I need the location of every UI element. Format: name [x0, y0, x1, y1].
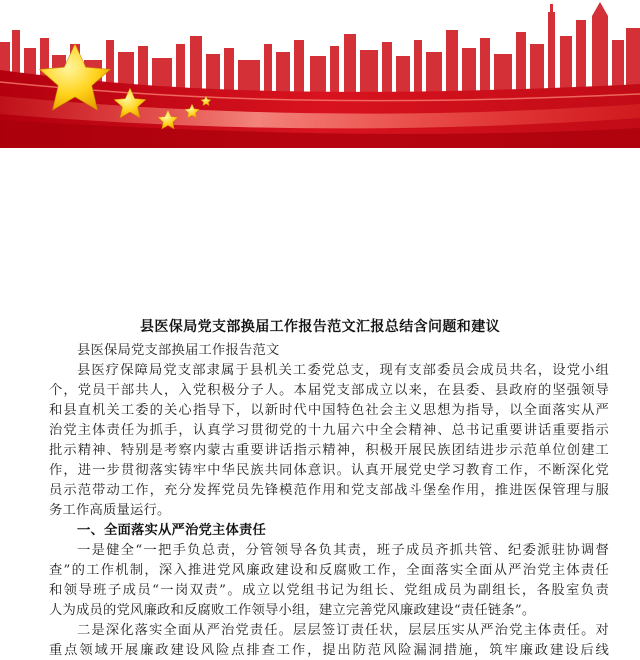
paragraph-line: 治党主体责任为抓手，认真学习贯彻党的十九届六中全会精神、总书记重要讲话重要指示 [49, 423, 609, 438]
banner-graphic [0, 0, 640, 148]
header-banner [0, 0, 640, 148]
paragraph-line: 查”的工作机制，深入推进党风廉政建设和反腐败工作，全面落实全面从严治党主体责任 [49, 563, 609, 578]
document-title: 县医保局党支部换届工作报告范文汇报总结含问题和建议 [140, 319, 500, 335]
paragraph-line: 员示范带动工作，充分发挥党员先锋模范作用和党支部战斗堡垒作用，推进医保管理与服 [49, 483, 609, 498]
paragraph-line: 县医疗保障局党支部隶属于县机关工委党总支，现有支部委员会成员共名，设党小组 [77, 363, 609, 378]
section-heading: 一、全面落实从严治党主体责任 [77, 523, 266, 538]
paragraph-line: 个，党员干部共人，入党积极分子人。本届党支部成立以来，在县委、县政府的坚强领导 [49, 383, 609, 398]
paragraph-line: 批示精神、特别是考察内蒙古重要讲话指示精神，积极开展民族团结进步示范单位创建工 [49, 443, 609, 458]
paragraph-line: 和领导班子成员“一岗双责”。成立以党组书记为组长、党组成员为副组长，各股室负责 [49, 583, 609, 598]
paragraph-line: 和县直机关工委的关心指导下，以新时代中国特色社会主义思想为指导，以全面落实从严 [49, 403, 609, 418]
subtitle-line: 县医保局党支部换届工作报告范文 [77, 343, 280, 358]
paragraph-line: 重点领域开展廉政建设风险点排查工作，提出防范风险漏洞措施，筑牢廉政建设后线 [49, 643, 609, 658]
paragraph-line: 二是深化落实全面从严治党责任。层层签订责任状，层层压实从严治党主体责任。对 [77, 623, 609, 638]
paragraph-line: 作，进一步贯彻落实铸牢中华民族共同体意识。认真开展党史学习教育工作，不断深化党 [49, 463, 609, 478]
paragraph-line: 人为成员的党风廉政和反腐败工作领导小组，建立完善党风廉政建设“责任链条”。 [49, 603, 536, 618]
paragraph-line: 一是健全“一把手负总责，分管领导各负其责，班子成员齐抓共管、纪委派驻协调督 [77, 543, 609, 558]
paragraph-line: 务工作高质量运行。 [49, 503, 171, 518]
document-body [0, 306, 640, 658]
